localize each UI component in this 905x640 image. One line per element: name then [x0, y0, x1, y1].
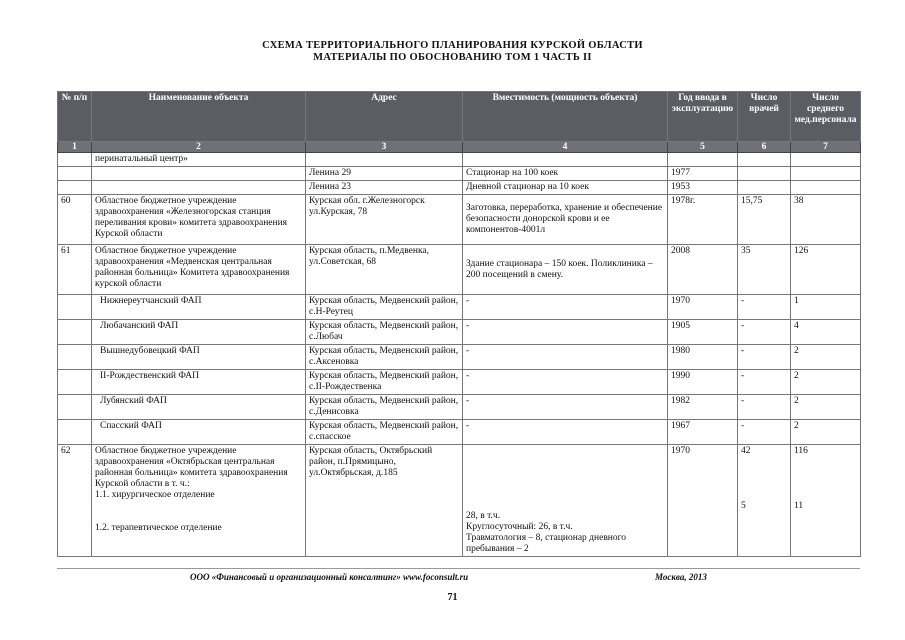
- doctors-total: 42: [741, 446, 751, 456]
- name-main: Областное бюджетное учреждение здравоохранения «Октябрьская центральная районная больница» комитета здравоохранения Курской области в т. ч.:: [95, 446, 288, 489]
- header-year: Год ввода в эксплуатацию: [668, 92, 738, 142]
- cell-capacity: Стационар на 100 коек: [463, 167, 668, 181]
- cell-doctors: [738, 153, 791, 167]
- cell-year: [668, 153, 738, 167]
- cell-capacity: [463, 153, 668, 167]
- cell-capacity: Здание стационара – 150 коек. Поликлиника – 200 посещений в смену.: [463, 245, 668, 295]
- cell-staff: 126: [791, 245, 861, 295]
- cell-address: Курская область, Медвенский район, с.Аксеновка: [306, 345, 463, 370]
- cell-address: Курская область, Медвенский район, с.Н-Реутец: [306, 295, 463, 320]
- cell-address: Курская область, Медвенский район, с.спасское: [306, 420, 463, 445]
- cell-staff: 2: [791, 395, 861, 420]
- cell-address: Курская область, Медвенский район, с.Любач: [306, 320, 463, 345]
- cell-name: [92, 445, 306, 557]
- document-subtitle: МАТЕРИАЛЫ ПО ОБОСНОВАНИЮ ТОМ 1 ЧАСТЬ II: [313, 52, 592, 63]
- cell-capacity: -: [463, 295, 668, 320]
- cell-doctors: [738, 167, 791, 181]
- footer-organization: ООО «Финансовый и организационный консалтинг» www.foconsult.ru: [190, 572, 469, 582]
- column-number: 4: [463, 142, 668, 153]
- capacity-line3: Травматология – 8, стационар дневного пребывания – 2: [466, 533, 627, 554]
- table-body: [58, 153, 861, 557]
- cell-doctors: -: [738, 345, 791, 370]
- cell-num: [58, 320, 92, 345]
- cell-year: 1967: [668, 420, 738, 445]
- header-doctors: Число врачей: [738, 92, 791, 142]
- cell-doctors: -: [738, 420, 791, 445]
- cell-staff: [791, 181, 861, 195]
- table-row: [58, 181, 861, 195]
- cell-staff: [791, 167, 861, 181]
- cell-name: перинатальный центр»: [92, 153, 306, 167]
- table-row: [58, 370, 861, 395]
- column-number: 3: [306, 142, 463, 153]
- column-number: 1: [58, 142, 92, 153]
- page-number: 71: [447, 592, 458, 603]
- table-row: [58, 320, 861, 345]
- cell-capacity: -: [463, 345, 668, 370]
- name-sub1: 1.1. хирургическое отделение: [95, 490, 215, 500]
- cell-doctors: -: [738, 295, 791, 320]
- cell-capacity: Заготовка, переработка, хранение и обеспечение безопасности донорской крови и ее компонентов-4001л: [463, 195, 668, 245]
- cell-doctors: [738, 445, 791, 557]
- cell-doctors: -: [738, 370, 791, 395]
- cell-address: Курская область, Медвенский район, с.Денисовка: [306, 395, 463, 420]
- cell-num: [58, 181, 92, 195]
- header-staff: Число среднего мед.персонала: [791, 92, 861, 142]
- cell-capacity: -: [463, 320, 668, 345]
- header-name: Наименование объекта: [92, 92, 306, 142]
- table-row: [58, 295, 861, 320]
- cell-doctors: -: [738, 395, 791, 420]
- cell-name: Областное бюджетное учреждение здравоохранения «Медвенская центральная районная больница» Комитета здравоохранения курской области: [92, 245, 306, 295]
- header-address: Адрес: [306, 92, 463, 142]
- cell-address: [306, 153, 463, 167]
- cell-name: [92, 181, 306, 195]
- cell-address: Ленина 29: [306, 167, 463, 181]
- cell-name: Нижнереутчанский ФАП: [92, 295, 306, 320]
- cell-capacity: -: [463, 370, 668, 395]
- cell-staff: 4: [791, 320, 861, 345]
- cell-address: Курская область, п.Медвенка, ул.Советская, 68: [306, 245, 463, 295]
- cell-num: 60: [58, 195, 92, 245]
- table-row: [58, 195, 861, 245]
- column-number: 7: [791, 142, 861, 153]
- cell-name: Любачанский ФАП: [92, 320, 306, 345]
- cell-address: Курская область, Медвенский район, с.II-Рождественка: [306, 370, 463, 395]
- table-row: [58, 420, 861, 445]
- column-number: 5: [668, 142, 738, 153]
- cell-staff: 2: [791, 420, 861, 445]
- cell-doctors: 35: [738, 245, 791, 295]
- staff-sub: 11: [794, 501, 804, 511]
- cell-staff: [791, 153, 861, 167]
- capacity-line2: Круглосуточный: 26, в т.ч.: [466, 522, 573, 532]
- table-row: [58, 245, 861, 295]
- cell-num: 62: [58, 445, 92, 557]
- cell-staff: 1: [791, 295, 861, 320]
- column-number: 6: [738, 142, 791, 153]
- header-num: № п/п: [58, 92, 92, 142]
- cell-doctors: [738, 181, 791, 195]
- cell-year: 1977: [668, 167, 738, 181]
- cell-capacity: [463, 445, 668, 557]
- cell-capacity: -: [463, 395, 668, 420]
- cell-num: [58, 420, 92, 445]
- cell-year: 2008: [668, 245, 738, 295]
- cell-doctors: 15,75: [738, 195, 791, 245]
- cell-name: II-Рождественский ФАП: [92, 370, 306, 395]
- cell-year: 1953: [668, 181, 738, 195]
- cell-num: [58, 153, 92, 167]
- name-sub2: 1.2. терапевтическое отделение: [95, 523, 222, 533]
- cell-address: Курская область, Октябрьский район, п.Прямицыно, ул.Октябрьская, д.185: [306, 445, 463, 557]
- facilities-table: [57, 91, 861, 557]
- table-row-62: [58, 445, 861, 557]
- cell-num: [58, 295, 92, 320]
- cell-staff: 2: [791, 370, 861, 395]
- table-row: [58, 395, 861, 420]
- cell-name: Областное бюджетное учреждение здравоохранения «Железногорская станция переливания крови» комитета здравоохранения Курской области: [92, 195, 306, 245]
- column-number: 2: [92, 142, 306, 153]
- cell-capacity: -: [463, 420, 668, 445]
- table-row: [58, 167, 861, 181]
- cell-year: 1990: [668, 370, 738, 395]
- column-number-row: [58, 142, 861, 153]
- cell-num: [58, 395, 92, 420]
- cell-num: [58, 345, 92, 370]
- cell-year: 1978г.: [668, 195, 738, 245]
- cell-year: 1905: [668, 320, 738, 345]
- cell-address: Курская обл. г.Железногорск ул.Курская, 78: [306, 195, 463, 245]
- doctors-sub: 5: [741, 501, 746, 511]
- header-row: [58, 92, 861, 142]
- table-row: [58, 153, 861, 167]
- cell-num: [58, 167, 92, 181]
- table-row: [58, 345, 861, 370]
- cell-doctors: -: [738, 320, 791, 345]
- cell-num: [58, 370, 92, 395]
- footer-divider: [57, 568, 860, 569]
- cell-name: Спасский ФАП: [92, 420, 306, 445]
- header-capacity: Вместимость (мощность объекта): [463, 92, 668, 142]
- cell-year: 1980: [668, 345, 738, 370]
- cell-staff: 2: [791, 345, 861, 370]
- cell-address: Ленина 23: [306, 181, 463, 195]
- footer-place-year: Москва, 2013: [655, 572, 707, 582]
- document-title: СХЕМА ТЕРРИТОРИАЛЬНОГО ПЛАНИРОВАНИЯ КУРСКОЙ ОБЛАСТИ: [262, 40, 643, 51]
- cell-num: 61: [58, 245, 92, 295]
- cell-year: 1970: [668, 295, 738, 320]
- cell-year: 1982: [668, 395, 738, 420]
- cell-name: [92, 167, 306, 181]
- cell-capacity: Дневной стационар на 10 коек: [463, 181, 668, 195]
- cell-name: Вышнедубовецкий ФАП: [92, 345, 306, 370]
- cell-staff: 38: [791, 195, 861, 245]
- cell-staff: [791, 445, 861, 557]
- capacity-line1: 28, в т.ч.: [466, 511, 501, 521]
- cell-year: 1970: [668, 445, 738, 557]
- cell-name: Лубянский ФАП: [92, 395, 306, 420]
- staff-total: 116: [794, 446, 808, 456]
